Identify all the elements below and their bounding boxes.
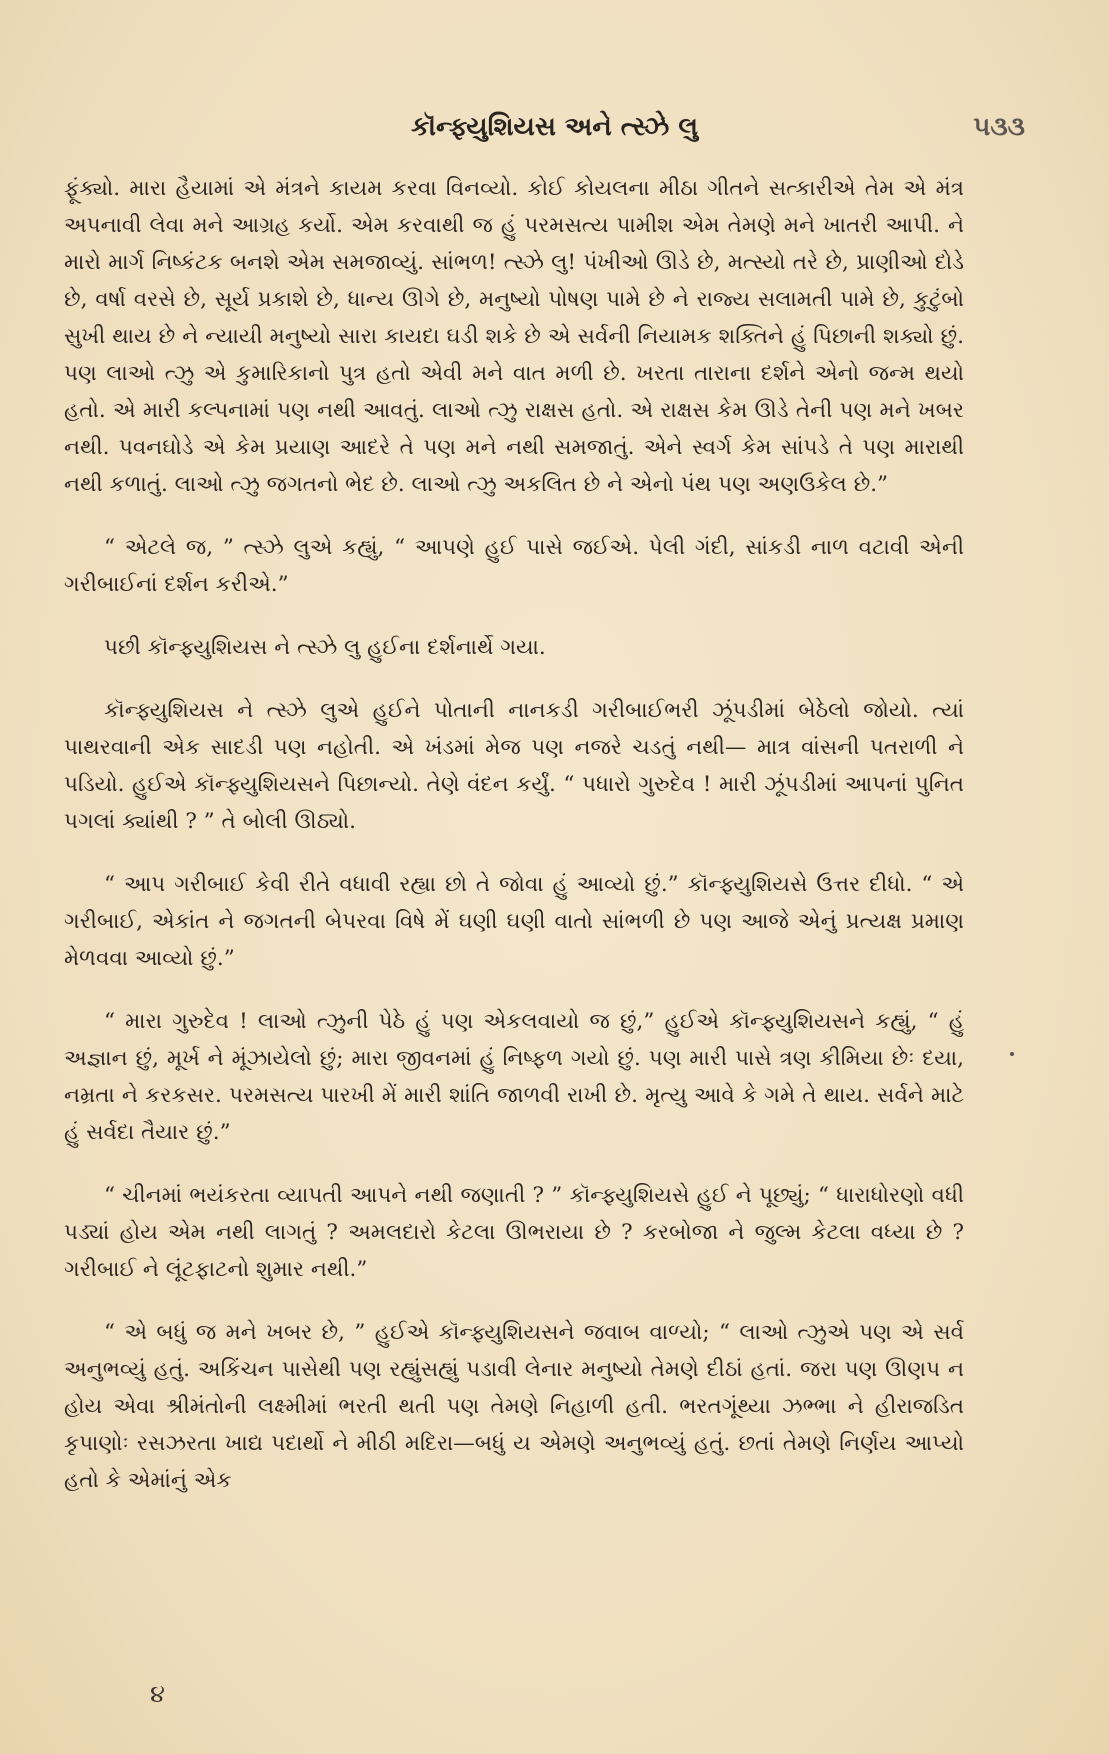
paragraph: પછી કૉન્ફ્યુશિયસ ને ત્સ્ઝે લુ હુઈના દર્શનાર્થે ગયા. bbox=[104, 635, 546, 660]
paragraph-continuation: ફૂંક્યો. મારા હૈયામાં એ મંત્રને કાયમ કરવા વિનવ્યો. કોઈ કોયલના મીઠા ગીતને સત્કારીએ તેમ એ મંત્ર અપનાવી લેવા મને આગ્રહ કર્યો. એમ કરવાથી જ હું પરમસત્ય પામીશ એમ તેમણે મને ખાતરી આપી. ને મારો માર્ગ નિષ્કંટક બનશે એમ સમજાવ્યું. સાંભળ! ત્સ્ઝે લુ! પંખીઓ ઊડે છે, મત્સ્યો તરે છે, પ્રાણીઓ દોડે છે, વર્ષા વરસે છે, સૂર્ય પ્રકાશે છે, ધાન્ય ઊગે છે, મનુષ્યો પોષણ પામે છે ને રાજ્ય સલામતી પામે છે, કુટુંબો સુખી થાય છે ને ન્યાયી મનુષ્યો સારા કાયદા ઘડી શકે છે એ સર્વની નિયામક શક્તિને હું પિછાની શક્યો છું. પણ લાઓ ત્ઝુ એ કુમારિકાનો પુત્ર હતો એવી મને વાત મળી છે. ખરતા તારાના દર્શને એનો જન્મ થયો હતો. એ મારી કલ્પનામાં પણ નથી આવતું. લાઓ ત્ઝુ રાક્ષસ હતો. એ રાક્ષસ કેમ ઊડે તેની પણ મને ખબર નથી. પવનઘોડે એ કેમ પ્રયાણ આદરે તે પણ મને નથી સમજાતું. એને સ્વર્ગ કેમ સાંપડે તે પણ મારાથી નથી કળાતું. લાઓ ત્ઝુ જગતનો ભેદ છે. લાઓ ત્ઝુ અકલિત છે ને એનો પંથ પણ અણઉકેલ છે.” bbox=[64, 176, 964, 497]
paragraph: “ મારા ગુરુદેવ ! લાઓ ત્ઝુની પેઠે હું પણ એકલવાયો જ છું,” હુઈએ કૉન્ફ્યુશિયસને કહ્યું, “ હું અજ્ઞાન છું, મૂર્ખ ને મૂંઝાયેલો છું; મારા જીવનમાં હું નિષ્ફળ ગયો છું. પણ મારી પાસે ત્રણ કીમિયા છેઃ દયા, નમ્રતા ને કરકસર. પરમસત્ય પારખી મેં મારી શાંતિ જાળવી રાખી છે. મૃત્યુ આવે કે ગમે તે થાય. સર્વને માટે હું સર્વદા તૈયાર છું.” bbox=[64, 1009, 964, 1145]
body-text bbox=[64, 170, 964, 1525]
paragraph: “ એટલે જ, ” ત્સ્ઝે લુએ કહ્યું, “ આપણે હુઈ પાસે જઈએ. પેલી ગંદી, સાંકડી નાળ વટાવી એની ગરીબાઈનાં દર્શન કરીએ.” bbox=[64, 535, 964, 597]
running-title: કૉન્ફ્યુશિયસ અને ત્સ્ઝે લુ bbox=[410, 112, 699, 142]
paragraph: “ આપ ગરીબાઈ કેવી રીતે વધાવી રહ્યા છો તે જોવા હું આવ્યો છું.” કૉન્ફ્યુશિયસે ઉત્તર દીધો. “ એ ગરીબાઈ, એકાંત ને જગતની બેપરવા વિષે મેં ઘણી ઘણી વાતો સાંભળી છે પણ આજે એનું પ્રત્યક્ષ પ્રમાણ મેળવવા આવ્યો છું.” bbox=[64, 872, 964, 971]
paragraph: “ ચીનમાં ભયંકરતા વ્યાપતી આપને નથી જણાતી ? ” કૉન્ફ્યુશિયસે હુઈ ને પૂછ્યું; “ ધારાધોરણો વધી પડ્યાં હોય એમ નથી લાગતું ? અમલદારો કેટલા ઊભરાયા છે ? કરબોજા ને જુલ્મ કેટલા વધ્યા છે ? ગરીબાઈ ને લૂંટફાટનો શુમાર નથી.” bbox=[64, 1183, 964, 1282]
signature-mark: ૪ bbox=[150, 1680, 165, 1708]
page-header bbox=[70, 112, 1039, 162]
margin-dot bbox=[1010, 1052, 1014, 1056]
paragraph: “ એ બધું જ મને ખબર છે, ” હુઈએ કૉન્ફ્યુશિયસને જવાબ વાળ્યો; “ લાઓ ત્ઝુએ પણ એ સર્વ અનુભવ્યું હતું. અકિંચન પાસેથી પણ રહ્યુંસહ્યું પડાવી લેનાર મનુષ્યો તેમણે દીઠાં હતાં. જરા પણ ઊણપ ન હોય એવા શ્રીમંતોની લક્ષ્મીમાં ભરતી થતી પણ તેમણે નિહાળી હતી. ભરતગૂંથ્યા ઝભ્ભા ને હીરાજડિત કૃપાણોઃ રસઝરતા ખાદ્ય પદાર્થો ને મીઠી મદિરા—બધું ય એમણે અનુભવ્યું હતું. છતાં તેમણે નિર્ણય આપ્યો હતો કે એમાંનું એક bbox=[64, 1320, 964, 1493]
paragraph: કૉન્ફ્યુશિયસ ને ત્સ્ઝે લુએ હુઈને પોતાની નાનકડી ગરીબાઈભરી ઝૂંપડીમાં બેઠેલો જોયો. ત્યાં પાથરવાની એક સાદડી પણ નહોતી. એ ખંડમાં મેજ પણ નજરે ચડતું નથી— માત્ર વાંસની પતરાળી ને પડિયો. હુઈએ કૉન્ફ્યુશિયસને પિછાન્યો. તેણે વંદન કર્યું. “ પધારો ગુરુદેવ ! મારી ઝૂંપડીમાં આપનાં પુનિત પગલાં ક્યાંથી ? ” તે બોલી ઊઠ્યો. bbox=[64, 698, 964, 834]
page-number: ૫૩૩ bbox=[973, 112, 1025, 142]
